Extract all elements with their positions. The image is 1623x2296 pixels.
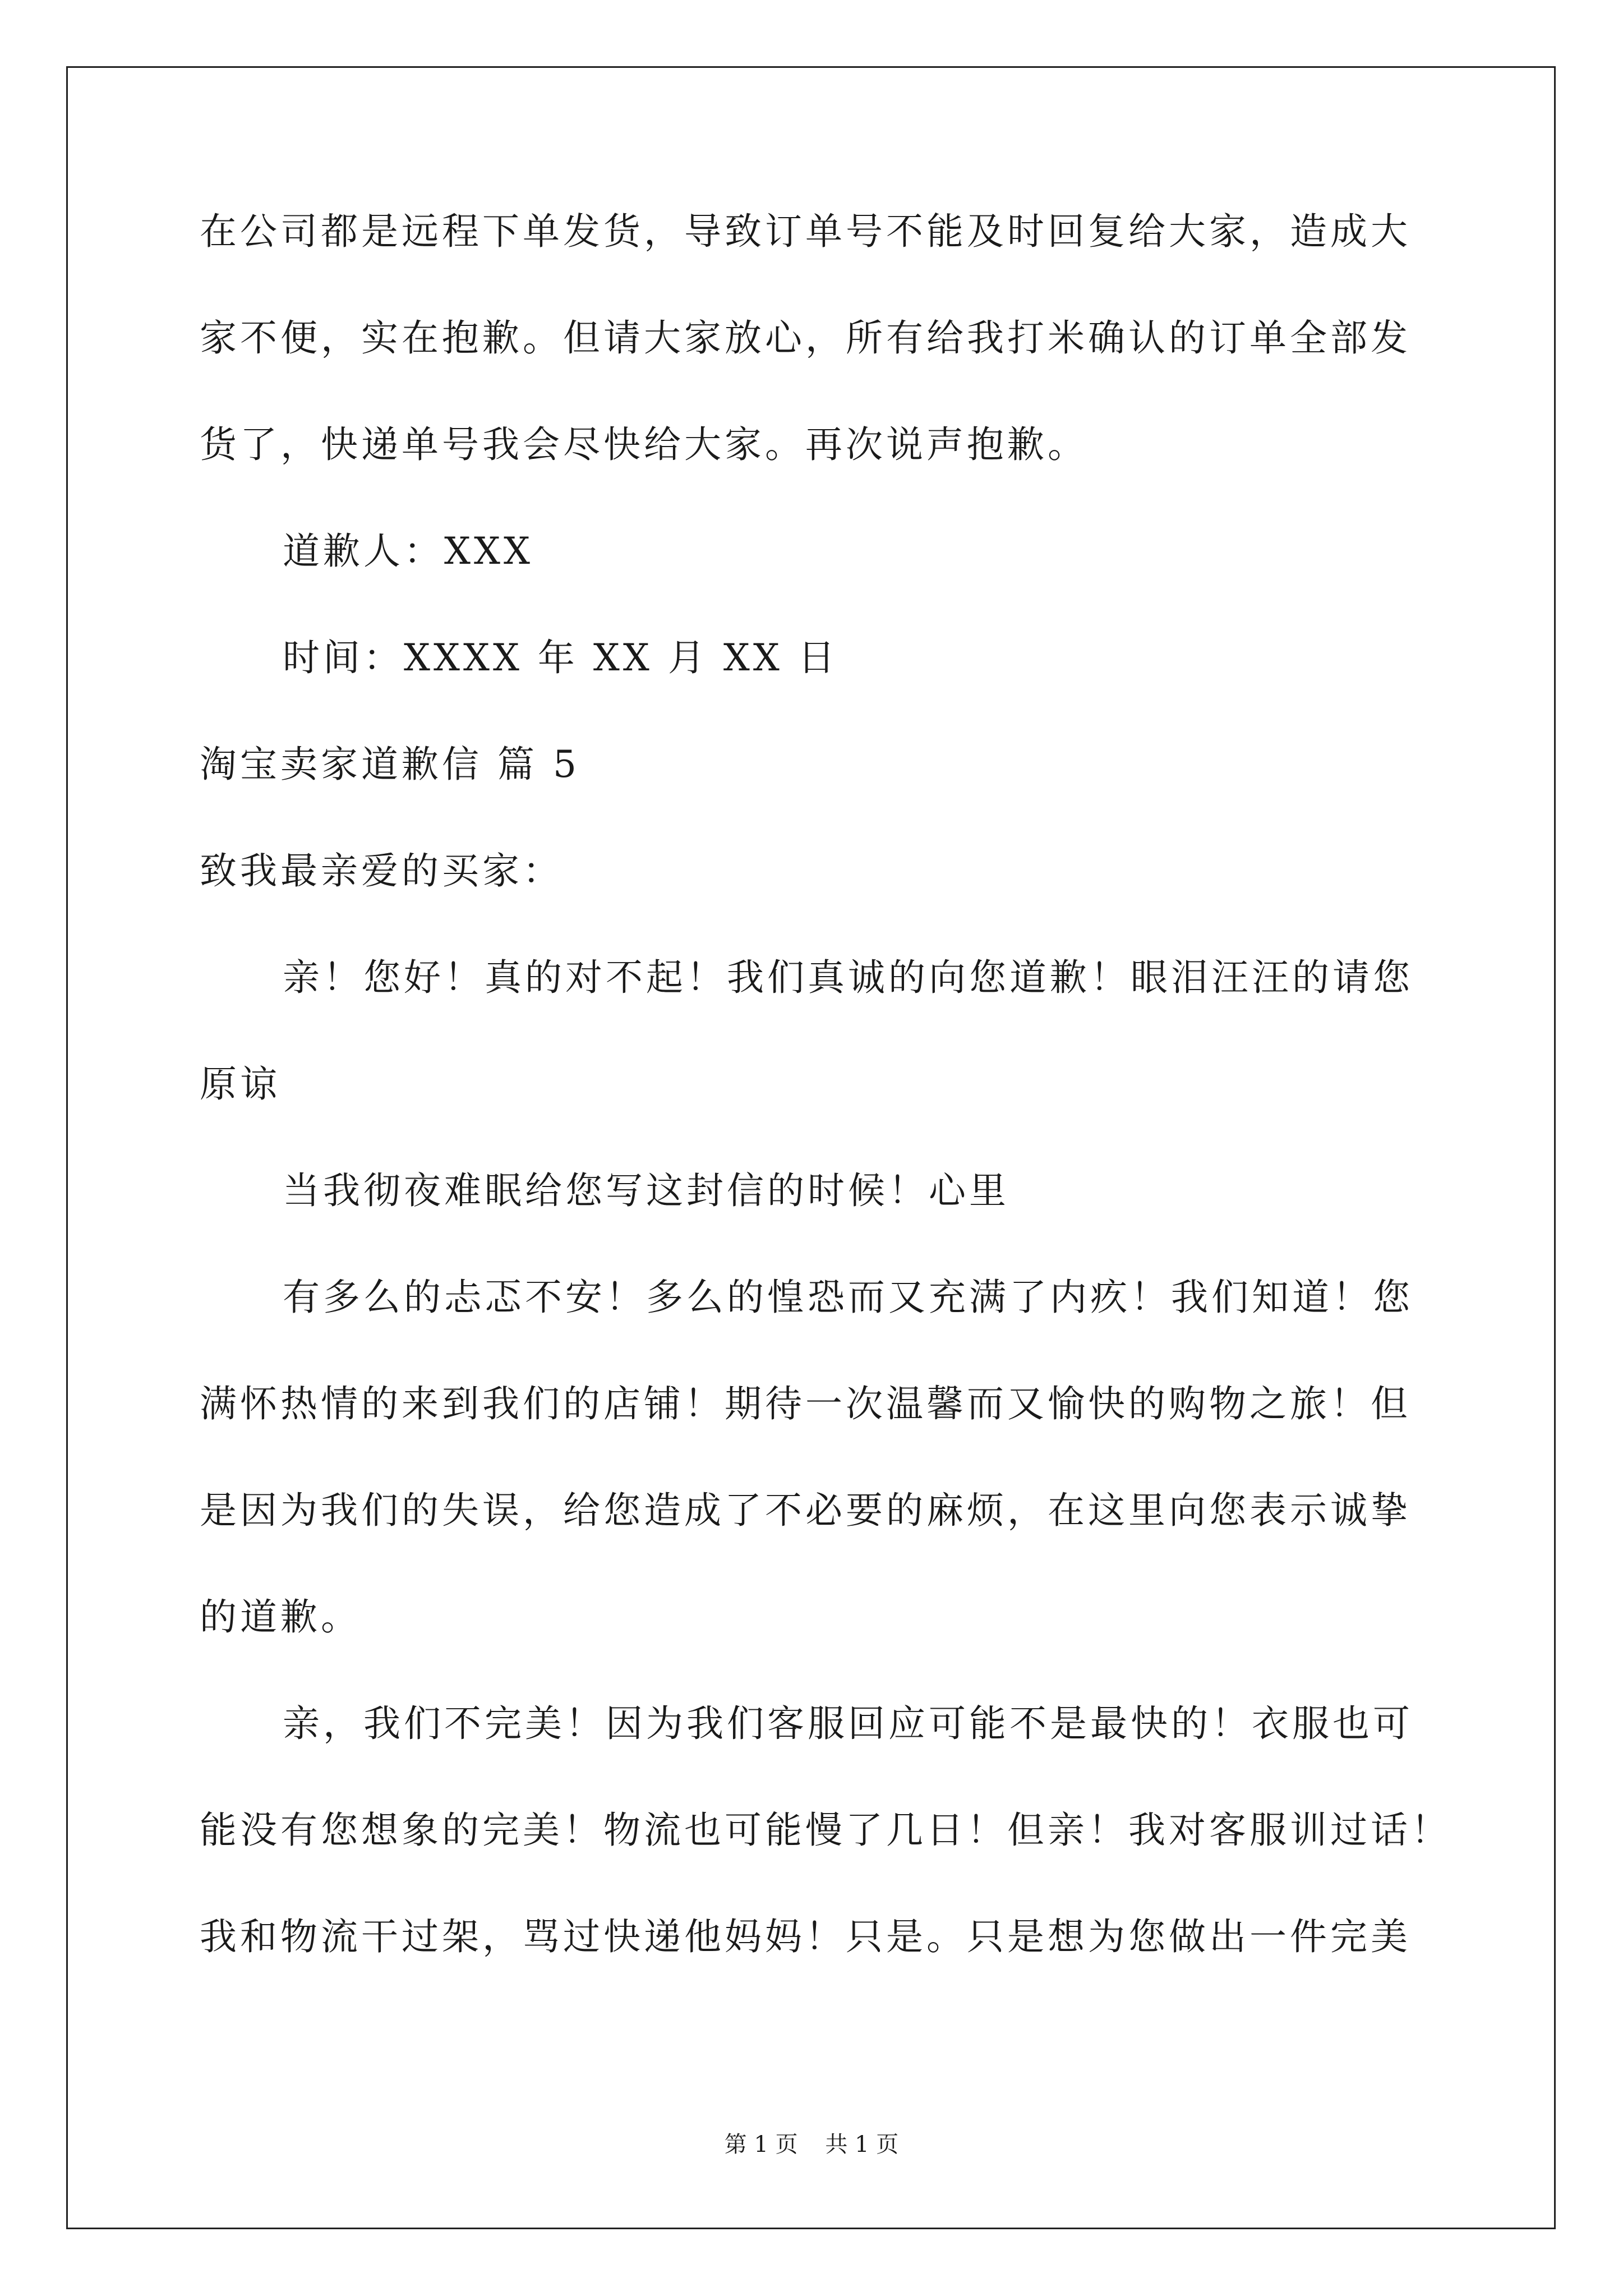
text-line: 的道歉。 — [200, 1595, 361, 1639]
page-footer — [0, 2133, 1623, 2156]
text-line: 亲！您好！真的对不起！我们真诚的向您道歉！眼泪汪汪的请您 — [283, 956, 1413, 999]
page-total: 共 1 页 — [825, 2132, 899, 2157]
text-line: 原谅 — [200, 1062, 280, 1106]
signature-line: 道歉人：XXX — [283, 530, 533, 573]
text-line: 我和物流干过架，骂过快递他妈妈！只是。只是想为您做出一件完美 — [200, 1915, 1411, 1958]
document-body — [200, 210, 1451, 2025]
text-line: 货了，快递单号我会尽快给大家。再次说声抱歉。 — [200, 423, 1088, 466]
salutation: 致我最亲爱的买家： — [200, 849, 563, 892]
text-line: 家不便，实在抱歉。但请大家放心，所有给我打米确认的订单全部发 — [200, 316, 1411, 360]
text-line: 当我彻夜难眠给您写这封信的时候！心里 — [283, 1169, 1009, 1212]
text-line: 在公司都是远程下单发货，导致订单号不能及时回复给大家，造成大 — [200, 210, 1411, 253]
text-line: 亲，我们不完美！因为我们客服回应可能不是最快的！衣服也可 — [283, 1702, 1413, 1745]
text-line: 能没有您想象的完美！物流也可能慢了几日！但亲！我对客服训过话！ — [200, 1809, 1451, 1852]
section-heading: 淘宝卖家道歉信 篇 5 — [200, 743, 580, 786]
text-line: 是因为我们的失误，给您造成了不必要的麻烦，在这里向您表示诚挚 — [200, 1489, 1411, 1532]
text-line: 满怀热情的来到我们的店铺！期待一次温馨而又愉快的购物之旅！但 — [200, 1382, 1411, 1425]
page-number: 第 1 页 — [724, 2132, 798, 2157]
date-line: 时间：XXXX 年 XX 月 XX 日 — [283, 636, 838, 679]
text-line: 有多么的忐忑不安！多么的惶恐而又充满了内疚！我们知道！您 — [283, 1276, 1413, 1319]
